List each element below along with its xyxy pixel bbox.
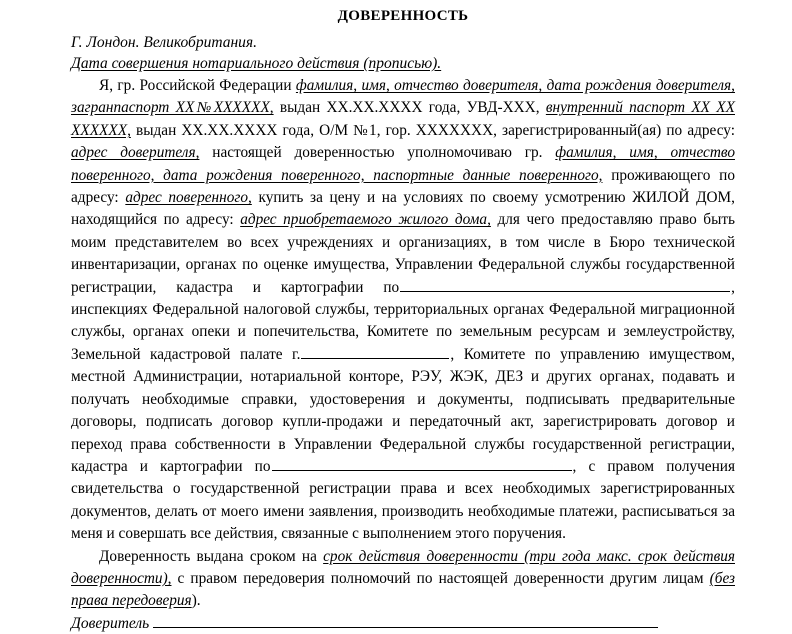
signature-line[interactable] (153, 616, 658, 628)
blank-field-registration-authority[interactable] (272, 457, 572, 471)
document-body (71, 75, 735, 613)
text-intro: Я, гр. Российской Федерации (99, 77, 296, 94)
signature-row (71, 613, 735, 634)
paragraph-validity (71, 546, 735, 613)
text-residing: проживающего по адресу: (71, 166, 735, 207)
placeholder-no-substitution: (без права передоверия (71, 569, 735, 610)
place-line: Г. Лондон. Великобритания. (71, 34, 257, 51)
placeholder-principal-address: адрес доверителя, (71, 144, 200, 162)
text-issued-2: выдан ХХ.ХХ.ХХХХ года, О/М №1, гор. ХХХХХХХ, зарегистрированный(ая) по адресу: (130, 121, 735, 139)
paragraph-authority (71, 75, 735, 546)
text-purchase-house: купить за цену и на условиях по своему усмотрению ЖИЛОЙ ДОМ, находящийся по адресу: (71, 189, 735, 229)
blank-field-cadastral-chamber-city[interactable] (301, 345, 449, 359)
placeholder-internal-passport: внутренний паспорт ХХ ХХ ХХХХХХ, (71, 99, 735, 139)
text-issued-1: выдан ХХ.ХХ.ХХХХ года, УВД-ХХХ, (273, 99, 546, 117)
text-powers-4: , с правом получения свидетельства о государственной регистрации права и всех необходимых зарегистрированных документов, делать от моего имени заявления, производить необходимые платежи, расписываться за меня и совершать все действия, связанные с выполнением этого поручения. (71, 457, 735, 543)
placeholder-principal-identity: фамилия, имя, отчество доверителя, дата рождения доверителя, загранпаспорт ХХ№ХХХХХХ, (71, 77, 735, 117)
text-powers-1: для чего предоставляю право быть моим представителем во всех учреждениях и организациях, в том числе в Бюро технической инвентаризации, органах по оценке имущества, Управлении Федеральной службы государственной регистрации, кадастра и картографии по (71, 211, 736, 296)
placeholder-attorney-address: адрес поверенного, (125, 189, 252, 207)
date-placeholder-line: Дата совершения нотариального действия (прописью). (71, 55, 442, 72)
blank-field-rosreestr-region[interactable] (400, 278, 730, 292)
text-substitution: с правом передоверия полномочий по настоящей доверенности другим лицам (171, 569, 710, 587)
text-powers-2: , инспекциях Федеральной налоговой службы, территориальных органах Федеральной миграционной службы, органах опеки и попечительства, Комитете по земельным ресурсам и землеустройству, Земельной кадастровой палате г. (71, 278, 735, 363)
text-validity-end: ). (191, 592, 201, 610)
text-authorize: настоящей доверенностью уполномочиваю гр. (199, 144, 556, 162)
placeholder-attorney-identity: фамилия, имя, отчество поверенного, дата рождения поверенного, паспортные данные поверенного, (71, 144, 735, 184)
placeholder-validity-term: срок действия доверенности (три года макс. срок действия доверенности), (71, 547, 735, 587)
text-powers-3: , Комитете по управлению имуществом, местной Администрации, нотариальной конторе, РЭУ, ЖЭК, ДЕЗ и других органах, подавать и получать необходимые справки, удостоверения и документы, подписывать предварительные договоры, подписать договор купли-продажи и передаточный акт, зарегистрировать договор и переход права собственности в Управлении Федеральной службы государственной регистрации, кадастра и картографии по (71, 345, 735, 475)
text-validity-intro: Доверенность выдана сроком на (99, 547, 324, 565)
placeholder-house-address: адрес приобретаемого жилого дома, (240, 211, 491, 229)
page-title: ДОВЕРЕННОСТЬ (337, 8, 469, 24)
signature-label: Доверитель (71, 614, 150, 632)
